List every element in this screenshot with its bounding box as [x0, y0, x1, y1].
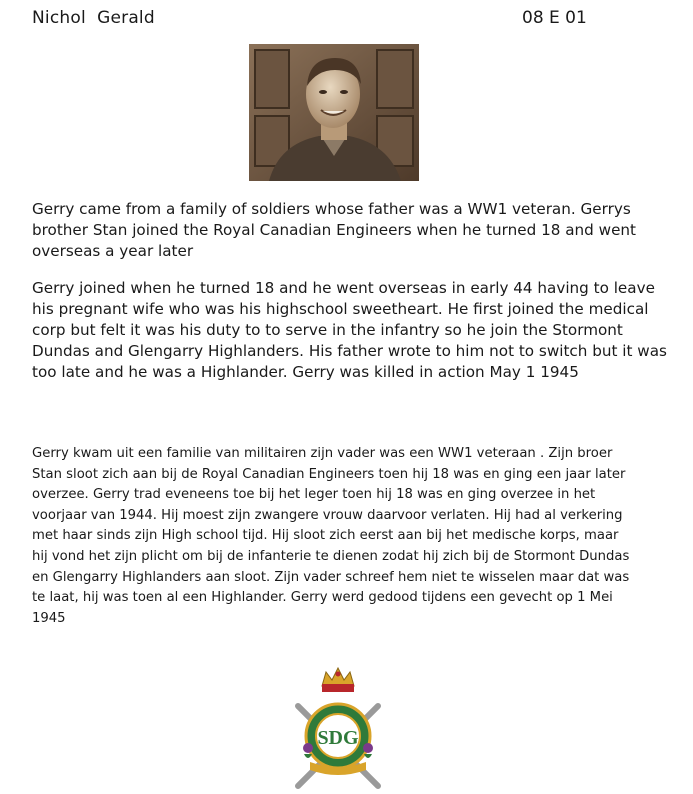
soldier-name: Nichol Gerald — [32, 8, 155, 28]
english-paragraph-family: Gerry came from a family of soldiers whose father was a WW1 veteran. Gerrys brother Stan joined the Royal Canadian Engineers when he turned 18 and went overseas a year later — [32, 200, 636, 260]
dutch-paragraph: Gerry kwam uit een familie van militairen zijn vader was een WW1 veteraan . Zijn broer Stan sloot zich aan bij de Royal Canadian Engineers toen hij 18 was en ging een jaar later overzee. Gerry trad eveneens toe bij het leger toen hij 18 was en ging overzee in het voorjaar van 1944. Hij moest zijn zwangere vrouw daarvoor verlaten. Hij had al verkering met haar sinds zijn High school tijd. Hij sloot zich eerst aan bij het medische korps, maar hij vond het zijn plicht om bij de infanterie te dienen zodat hij zich bij de Stormont Dundas en Glengarry Highlanders aan sloot. Zijn vader schreef hem niet te wisselen maar dat was te laat, hij was toen al een Highlander. Gerry werd gedood tijdens een gevecht op 1 Mei 1945 — [32, 446, 630, 626]
grave-reference: 08 E 01 — [522, 8, 587, 28]
regimental-crest-icon — [288, 666, 388, 790]
soldier-portrait-photo — [249, 44, 419, 181]
crest-monogram: SDG — [317, 727, 359, 749]
english-paragraph-service: Gerry joined when he turned 18 and he went overseas in early 44 having to leave his pregnant wife who was his highschool sweetheart. He first joined the medical corp but felt it was his duty to to serve in the infantry so he join the Stormont Dundas and Glengarry Highlanders. His father wrote to him not to switch but it was too late and he was a Highlander. Gerry was killed in action May 1 1945 — [32, 279, 667, 381]
